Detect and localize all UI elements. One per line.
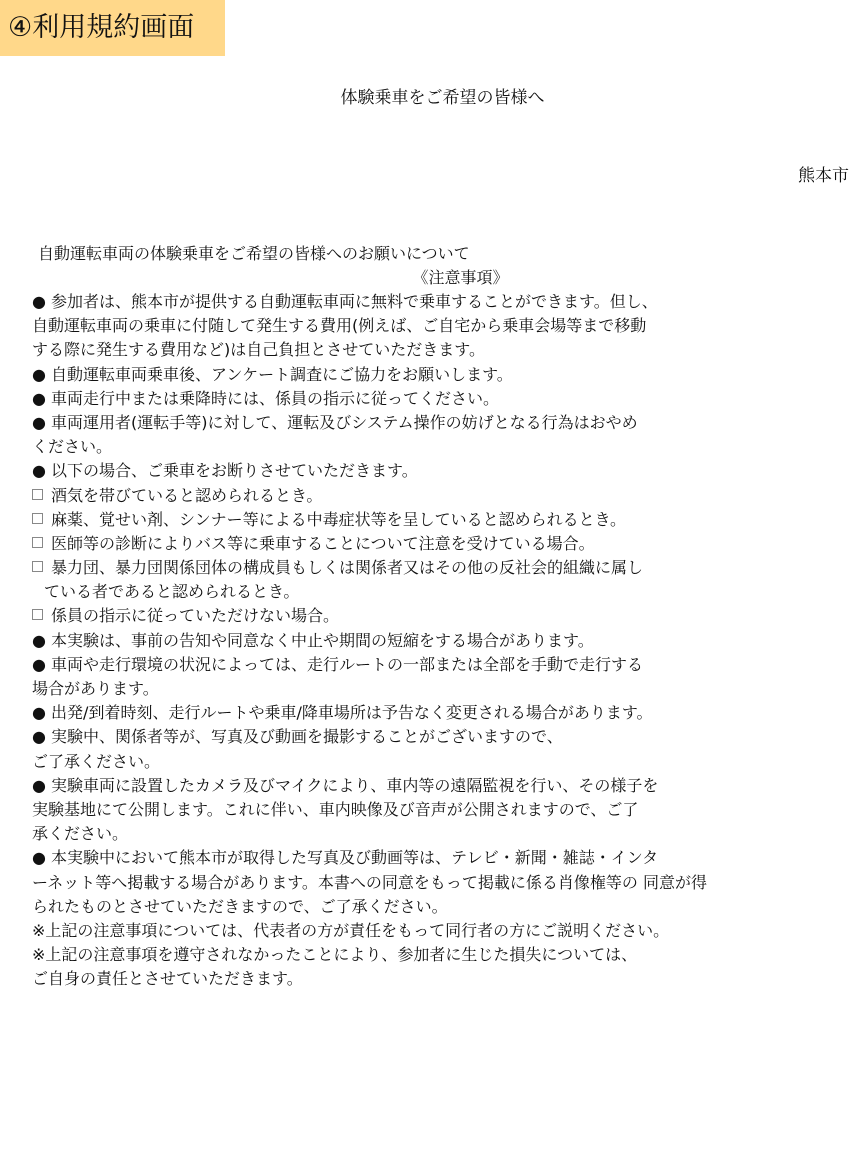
- terms-line: ● 車両運用者(運転手等)に対して、運転及びシステム操作の妨げとなる行為はおやめ: [32, 412, 638, 432]
- refusal-case-item: [32, 484, 847, 508]
- terms-line: ● 出発/到着時刻、走行ルートや乗車/降車場所は予告なく変更される場合があります。: [32, 703, 653, 723]
- terms-line: ● 実験車両に設置したカメラ及びマイクにより、車内等の遠隔監視を行い、その様子を: [32, 775, 659, 795]
- refusal-case-item: [32, 508, 847, 532]
- terms-line: ● 車両や走行環境の状況によっては、走行ルートの一部または全部を手動で走行する: [32, 654, 644, 674]
- square-bullet-icon: [32, 561, 43, 572]
- refusal-case-text: 酒気を帯びていると認められるとき。: [51, 485, 323, 505]
- issuer-name: 熊本市: [798, 166, 849, 186]
- notes-subheading: 《注意事項》: [412, 268, 509, 287]
- terms-line: ● 以下の場合、ご乗車をお断りさせていただきます。: [32, 461, 418, 481]
- terms-line: ● 実験中、関係者等が、写真及び動画を撮影することがございますので、: [32, 727, 563, 747]
- terms-line: 実験基地にて公開します。これに伴い、車内映像及び音声が公開されますので、ご了: [32, 799, 639, 819]
- terms-line: ● 本実験は、事前の告知や同意なく中止や期間の短縮をする場合があります。: [32, 630, 594, 650]
- terms-line: する際に発生する費用など)は自己負担とさせていただきます。: [32, 340, 485, 360]
- terms-note: ※上記の注意事項を遵守されなかったことにより、参加者に生じた損失については、: [32, 945, 638, 965]
- document-title: 体験乗車をご希望の皆様へ: [340, 88, 545, 108]
- terms-line: ● 参加者は、熊本市が提供する自動運転車両に無料で乗車することができます。但し、: [32, 292, 658, 311]
- refusal-case-item: [32, 556, 847, 580]
- refusal-case-continuation: ている者であると認められるとき。: [44, 582, 300, 602]
- refusal-case-text: 係員の指示に従っていただけない場合。: [51, 606, 340, 626]
- terms-line: ください。: [32, 437, 113, 457]
- terms-note: ご自身の責任とさせていただきます。: [32, 969, 303, 989]
- terms-line: られたものとさせていただきますので、ご了承ください。: [32, 896, 448, 916]
- square-bullet-icon: [32, 489, 43, 500]
- intro-heading: 自動運転車両の体験乗車をご希望の皆様へのお願いについて: [38, 244, 470, 263]
- refusal-case-text: 医師等の診断によりバス等に乗車することについて注意を受けている場合。: [51, 533, 595, 553]
- terms-line: ご了承ください。: [32, 751, 161, 771]
- square-bullet-icon: [32, 609, 43, 620]
- refusal-case-text: 暴力団、暴力団関係団体の構成員もしくは関係者又はその他の反社会的組織に属し: [51, 558, 644, 578]
- terms-line: ● 本実験中において熊本市が取得した写真及び動画等は、テレビ・新聞・雑誌・インタ: [32, 848, 659, 868]
- square-bullet-icon: [32, 537, 43, 548]
- refusal-case-text: 麻薬、覚せい剤、シンナー等による中毒症状等を呈していると認められるとき。: [51, 509, 626, 529]
- screen-label-tag: ④利用規約画面: [0, 0, 225, 56]
- square-bullet-icon: [32, 513, 43, 524]
- terms-note: ※上記の注意事項については、代表者の方が責任をもって同行者の方にご説明ください。: [32, 920, 670, 940]
- terms-line: ● 車両走行中または乗降時には、係員の指示に従ってください。: [32, 388, 500, 408]
- refusal-case-item: [32, 604, 847, 628]
- terms-line: 場合があります。: [32, 679, 159, 698]
- refusal-case-item: [32, 532, 847, 556]
- terms-line: ーネット等へ掲載する場合があります。本書への同意をもって掲載に係る肖像権等の 同意が得: [32, 872, 708, 892]
- terms-line: 承ください。: [32, 824, 129, 844]
- terms-line: 自動運転車両の乗車に付随して発生する費用(例えば、ご自宅から乗車会場等まで移動: [32, 316, 647, 336]
- terms-list: [32, 290, 847, 991]
- terms-line: ● 自動運転車両乗車後、アンケート調査にご協力をお願いします。: [32, 364, 513, 384]
